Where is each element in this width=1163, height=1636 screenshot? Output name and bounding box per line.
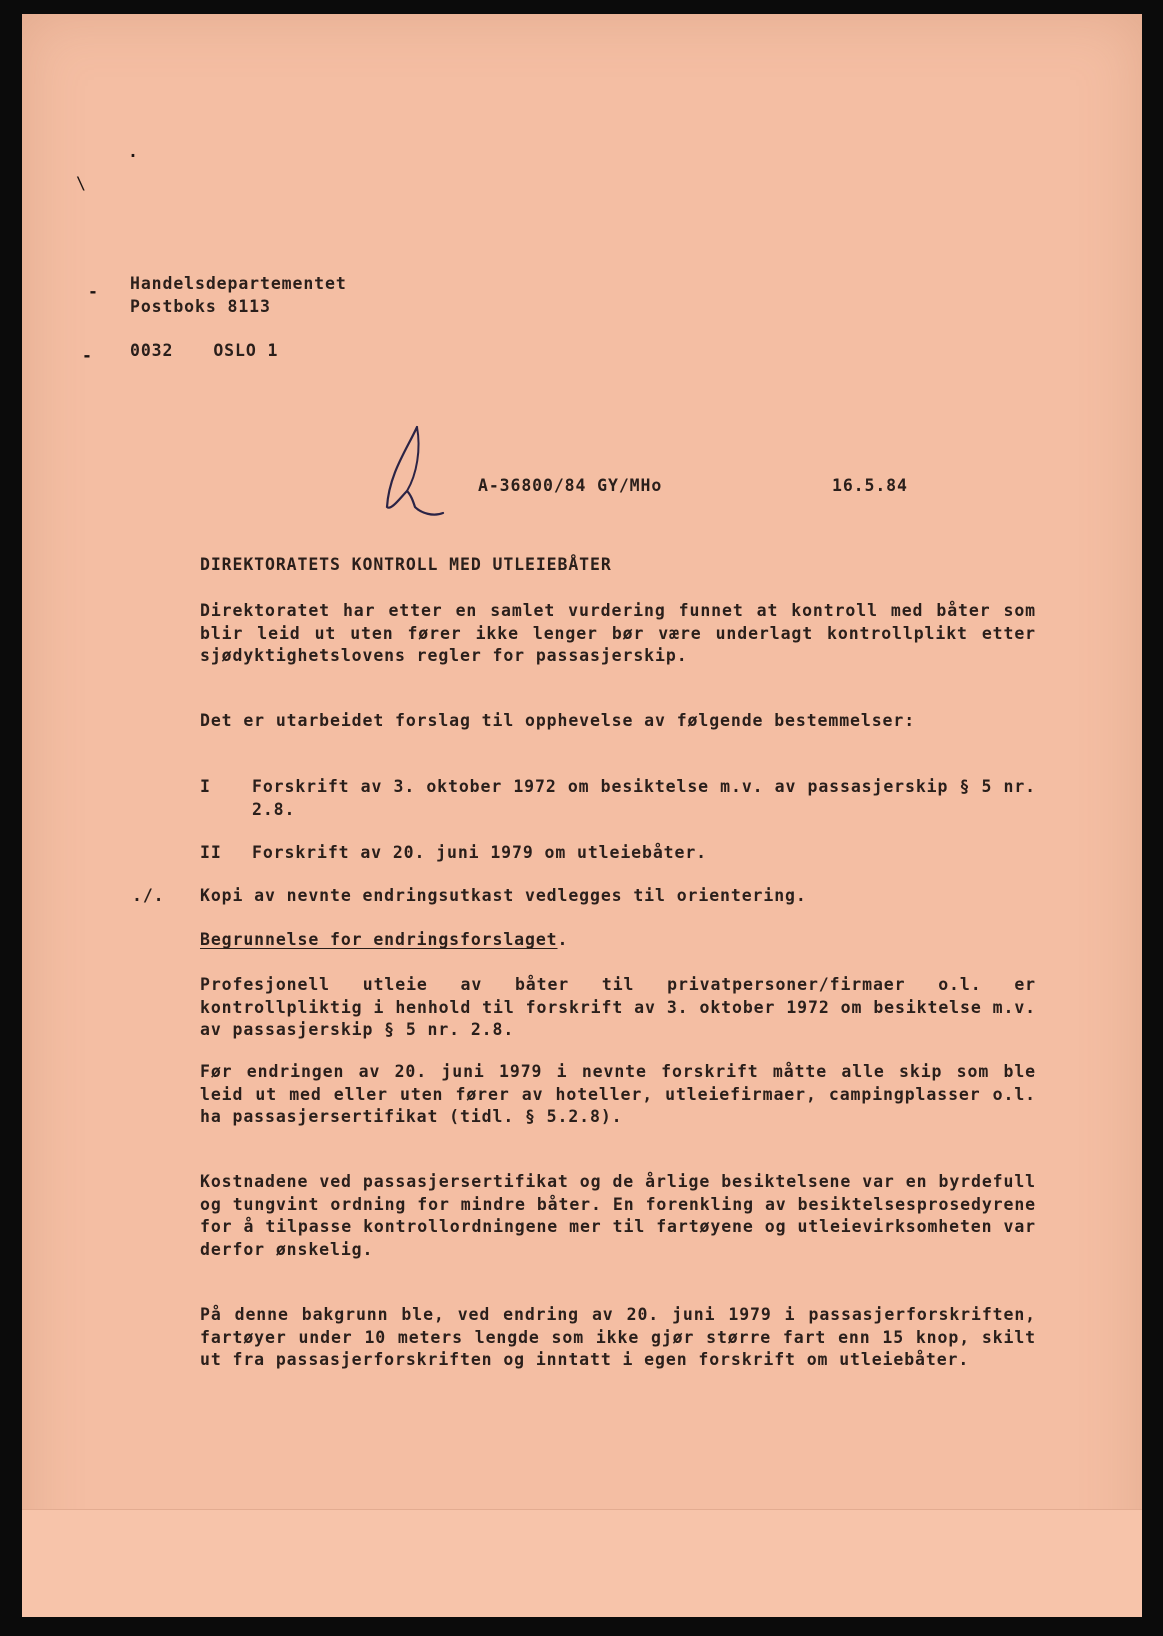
section-heading-text: Begrunnelse for endringsforslaget bbox=[200, 930, 558, 949]
page-bottom-fold bbox=[22, 1509, 1142, 1617]
margin-tick: \ bbox=[76, 174, 87, 193]
paragraph-text: På denne bakgrunn ble, ved endring av 20. juni 1979 i passasjerforskriften, fartøyer under 10 meters lengde som ikke gjør større fart enn 15 knop, skilt ut fra passasjerforskriften og inntatt i egen forskrift om utleiebåter. bbox=[200, 1305, 1036, 1369]
recipient-postbox: Postboks 8113 bbox=[130, 297, 271, 316]
section-heading bbox=[200, 930, 568, 949]
body-paragraph-2 bbox=[200, 1061, 1036, 1129]
paragraph-text: Profesjonell utleie av båter til privatpersoner/firmaer o.l. er kontrollpliktig i henhold til forskrift av 3. oktober 1972 om besiktelse m.v. av passasjerskip § 5 nr. 2.8. bbox=[200, 975, 1036, 1039]
intro-text: Direktoratet har etter en samlet vurdering funnet at kontroll med båter som blir leid ut uten fører ikke lenger bør være underlagt kontrollplikt etter sjødyktighetslovens regler for passasjerskip. bbox=[200, 601, 1036, 665]
list-item-text: Forskrift av 20. juni 1979 om utleiebåter. bbox=[252, 843, 708, 862]
document-page bbox=[22, 14, 1142, 1616]
body-paragraph-1 bbox=[200, 974, 1036, 1042]
paragraph-text: Før endringen av 20. juni 1979 i nevnte forskrift måtte alle skip som ble leid ut med eller uten fører av hoteller, utleiefirmaer, campingplasser o.l. ha passasjersertifikat (tidl. § 5.2.8). bbox=[200, 1062, 1036, 1126]
margin-dash-2: - bbox=[82, 346, 93, 365]
reference-number: A-36800/84 GY/MHo bbox=[478, 476, 663, 495]
recipient-city: OSLO 1 bbox=[213, 341, 279, 360]
document-date: 16.5.84 bbox=[832, 476, 908, 495]
list-item-text: Forskrift av 3. oktober 1972 om besiktelse m.v. av passasjerskip § 5 nr. 2.8. bbox=[252, 777, 1036, 819]
document-title: DIREKTORATETS KONTROLL MED UTLEIEBÅTER bbox=[200, 555, 612, 574]
enclosure-mark: ./. bbox=[132, 886, 165, 905]
list-item-number: I bbox=[200, 777, 211, 796]
handwritten-initial-signature bbox=[377, 419, 457, 529]
margin-dot: . bbox=[128, 142, 139, 161]
section-heading-period: . bbox=[557, 930, 569, 949]
recipient-postcode-city bbox=[130, 339, 278, 362]
recipient-postcode: 0032 bbox=[130, 341, 174, 360]
paragraph-text: Kostnadene ved passasjersertifikat og de årlige besiktelsene var en byrdefull og tungvint ordning for mindre båter. En forenkling av besiktelsesprosedyrene for å tilpasse kontrollordningene mer til fartøyene og utleievirksomheten var derfor ønskelig. bbox=[200, 1172, 1036, 1259]
proposal-intro-paragraph bbox=[200, 710, 1036, 733]
enclosure-note: Kopi av nevnte endringsutkast vedlegges til orientering. bbox=[200, 886, 807, 905]
margin-dash-1: - bbox=[88, 282, 99, 301]
body-paragraph-4 bbox=[200, 1304, 1036, 1372]
recipient-name: Handelsdepartementet bbox=[130, 274, 347, 293]
body-paragraph-3 bbox=[200, 1171, 1036, 1261]
intro-paragraph bbox=[200, 600, 1036, 668]
list-item-number: II bbox=[200, 843, 222, 862]
proposal-intro-text: Det er utarbeidet forslag til opphevelse av følgende bestemmelser: bbox=[200, 711, 916, 730]
